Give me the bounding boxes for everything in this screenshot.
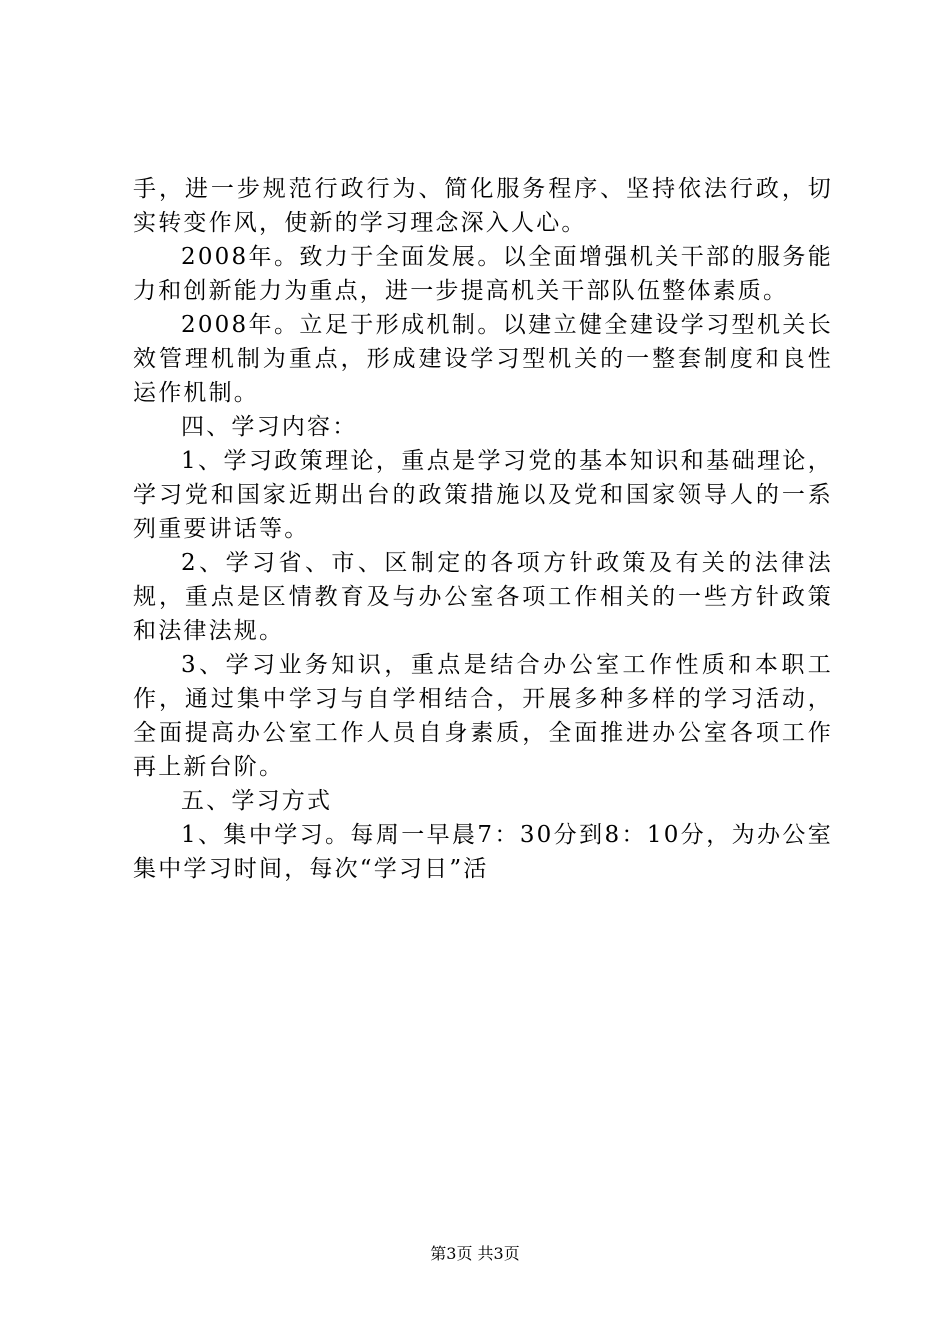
paragraph-1: 手，进一步规范行政行为、简化服务程序、坚持依法行政，切实转变作风，使新的学习理念深入人心。 bbox=[133, 176, 833, 236]
paragraph-2: 2008年。致力于全面发展。以全面增强机关干部的服务能力和创新能力为重点，进一步提高机关干部队伍整体素质。 bbox=[133, 244, 833, 304]
section-heading-5: 五、学习方式 bbox=[181, 788, 333, 814]
section-heading-4: 四、学习内容： bbox=[181, 414, 358, 440]
paragraph-3: 2008年。立足于形成机制。以建立健全建设学习型机关长效管理机制为重点，形成建设学习型机关的一整套制度和良性运作机制。 bbox=[133, 312, 833, 406]
page-footer: 第3页 共3页 bbox=[430, 1244, 520, 1263]
list-item-1: 1、学习政策理论，重点是学习党的基本知识和基础理论，学习党和国家近期出台的政策措施以及党和国家领导人的一系列重要讲话等。 bbox=[133, 448, 833, 542]
document-body bbox=[133, 172, 833, 886]
list-item-2: 2、学习省、市、区制定的各项方针政策及有关的法律法规，重点是区情教育及与办公室各项工作相关的一些方针政策和法律法规。 bbox=[133, 550, 833, 644]
method-item-1: 1、集中学习。每周一早晨7：30分到8：10分，为办公室集中学习时间，每次“学习日”活 bbox=[133, 822, 833, 882]
list-item-3: 3、学习业务知识，重点是结合办公室工作性质和本职工作，通过集中学习与自学相结合，开展多种多样的学习活动，全面提高办公室工作人员自身素质，全面推进办公室各项工作再上新台阶。 bbox=[133, 652, 833, 780]
